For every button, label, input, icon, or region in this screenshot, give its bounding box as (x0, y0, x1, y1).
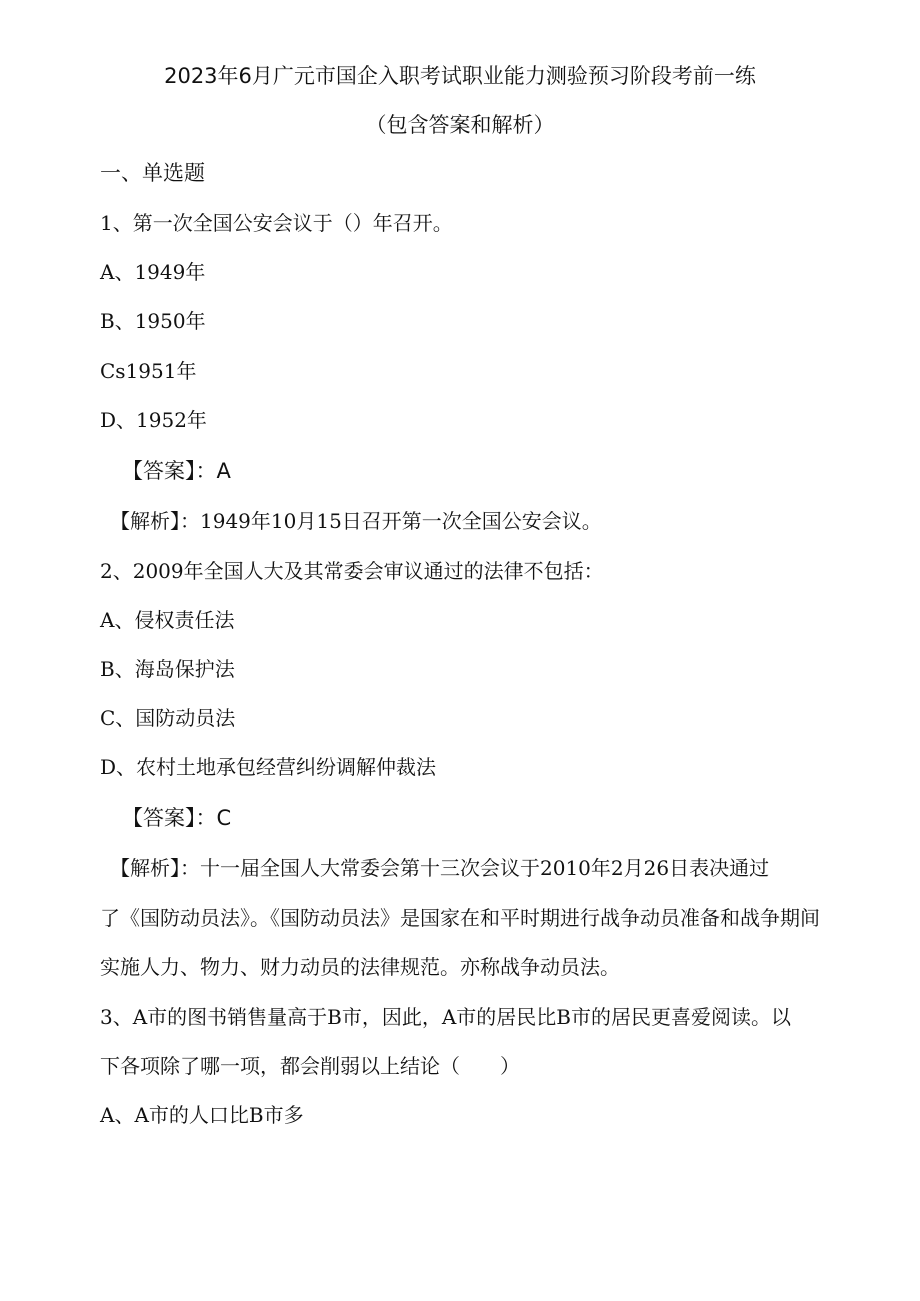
question-1-answer: 【答案】：A (122, 459, 231, 483)
question-2-option-a: A、侵权责任法 (100, 608, 235, 632)
question-3-option-a: A、A市的人口比B市多 (100, 1103, 304, 1127)
question-2-stem: 2、2009年全国人大及其常委会审议通过的法律不包括： (100, 559, 604, 583)
question-2-option-b: B、海岛保护法 (100, 657, 235, 681)
question-3-stem-line-2: 下各项除了哪一项，都会削弱以上结论（ ） (100, 1054, 520, 1078)
document-title: 2023年6月广元市国企入职考试职业能力测验预习阶段考前一练 (164, 64, 756, 88)
question-2-option-c: C、国防动员法 (100, 706, 236, 730)
question-1-option-b: B、1950年 (100, 309, 206, 333)
question-1-option-c: Cs1951年 (100, 359, 197, 383)
question-2-analysis-line-1: 【解析】：十一届全国人大常委会第十三次会议于2010年2月26日表决通过 (110, 856, 770, 880)
question-1-option-a: A、1949年 (100, 260, 206, 284)
question-3-stem-line-1: 3、A市的图书销售量高于B市，因此，A市的居民比B市的居民更喜爱阅读。以 (100, 1005, 792, 1029)
question-1-stem: 1、第一次全国公安会议于（）年召开。 (100, 211, 453, 235)
question-2-option-d: D、农村土地承包经营纠纷调解仲裁法 (100, 755, 437, 779)
question-1-option-d: D、1952年 (100, 408, 207, 432)
section-heading: 一、单选题 (100, 161, 205, 185)
question-2-analysis-line-2: 了《国防动员法》。《国防动员法》是国家在和平时期进行战争动员准备和战争期间 (100, 906, 820, 930)
question-2-analysis-line-3: 实施人力、物力、财力动员的法律规范。亦称战争动员法。 (100, 955, 620, 979)
document-subtitle: （包含答案和解析） (365, 113, 555, 137)
question-2-answer: 【答案】：C (122, 806, 232, 830)
question-1-analysis: 【解析】：1949年10月15日召开第一次全国公安会议。 (110, 509, 602, 533)
